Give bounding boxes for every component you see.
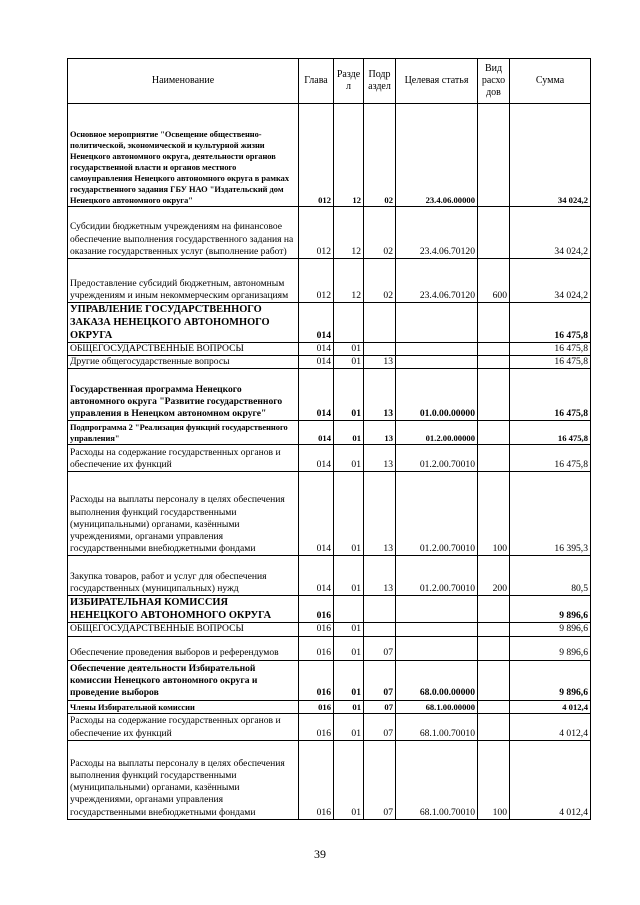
row-expense-type xyxy=(478,356,510,369)
row-section: 01 xyxy=(334,636,364,660)
row-subsection: 07 xyxy=(364,740,396,819)
row-expense-type xyxy=(478,421,510,445)
row-amount: 16 475,8 xyxy=(510,356,591,369)
row-amount: 34 024,2 xyxy=(510,207,591,259)
row-name: Государственная программа Ненецкого автономного округа "Развитие государственного управления в Ненецком автономном округе" xyxy=(68,369,299,421)
row-amount: 34 024,2 xyxy=(510,104,591,207)
row-target: 23.4.06.70120 xyxy=(396,259,478,303)
row-subsection: 13 xyxy=(364,556,396,596)
table-row xyxy=(68,369,591,421)
row-chapter: 014 xyxy=(299,343,334,356)
table-row xyxy=(68,445,591,472)
row-target: 68.1.00.70010 xyxy=(396,740,478,819)
table-row xyxy=(68,343,591,356)
table-row xyxy=(68,713,591,740)
budget-table xyxy=(67,58,591,820)
row-expense-type xyxy=(478,713,510,740)
header-subsection: Подр аздел xyxy=(364,59,396,104)
row-expense-type xyxy=(478,700,510,713)
row-subsection: 07 xyxy=(364,713,396,740)
row-amount: 9 896,6 xyxy=(510,623,591,636)
row-name: Члены Избирательной комиссии xyxy=(68,700,299,713)
row-target: 68.1.00.70010 xyxy=(396,713,478,740)
row-expense-type: 600 xyxy=(478,259,510,303)
row-name: Подпрограмма 2 "Реализация функций государственного управления" xyxy=(68,421,299,445)
table-row xyxy=(68,596,591,623)
row-name: Другие общегосударственные вопросы xyxy=(68,356,299,369)
table-row xyxy=(68,421,591,445)
header-section: Разде л xyxy=(334,59,364,104)
table-row xyxy=(68,556,591,596)
row-amount: 16 475,8 xyxy=(510,421,591,445)
row-expense-type xyxy=(478,303,510,343)
budget-table-container xyxy=(67,58,591,820)
row-expense-type xyxy=(478,623,510,636)
row-amount: 16 475,8 xyxy=(510,303,591,343)
row-target xyxy=(396,356,478,369)
row-name: Расходы на выплаты персоналу в целях обеспечения выполнения функций государственными (муниципальными) органами, казёнными учреждениями, органами управления государственными внебюджетными фондами xyxy=(68,740,299,819)
row-section: 01 xyxy=(334,700,364,713)
row-expense-type xyxy=(478,596,510,623)
table-row xyxy=(68,700,591,713)
row-amount: 9 896,6 xyxy=(510,636,591,660)
row-expense-type xyxy=(478,445,510,472)
row-subsection: 07 xyxy=(364,700,396,713)
header-expense-type: Вид расхо дов xyxy=(478,59,510,104)
row-target: 01.2.00.70010 xyxy=(396,556,478,596)
row-section: 01 xyxy=(334,445,364,472)
row-name: ИЗБИРАТЕЛЬНАЯ КОМИССИЯ НЕНЕЦКОГО АВТОНОМНОГО ОКРУГА xyxy=(68,596,299,623)
row-chapter: 012 xyxy=(299,104,334,207)
row-target: 01.2.00.00000 xyxy=(396,421,478,445)
row-amount: 4 012,4 xyxy=(510,740,591,819)
row-expense-type xyxy=(478,104,510,207)
header-name: Наименование xyxy=(68,59,299,104)
header-amount: Сумма xyxy=(510,59,591,104)
row-chapter: 016 xyxy=(299,740,334,819)
row-chapter: 016 xyxy=(299,623,334,636)
row-subsection: 02 xyxy=(364,104,396,207)
row-chapter: 016 xyxy=(299,636,334,660)
row-section: 01 xyxy=(334,356,364,369)
row-expense-type xyxy=(478,207,510,259)
table-row xyxy=(68,472,591,556)
row-subsection: 13 xyxy=(364,445,396,472)
row-chapter: 014 xyxy=(299,556,334,596)
row-expense-type xyxy=(478,369,510,421)
row-name: ОБЩЕГОСУДАРСТВЕННЫЕ ВОПРОСЫ xyxy=(68,623,299,636)
row-name: Предоставление субсидий бюджетным, автономным учреждениям и иным некоммерческим организациям xyxy=(68,259,299,303)
row-section: 12 xyxy=(334,104,364,207)
row-target xyxy=(396,636,478,660)
row-target xyxy=(396,303,478,343)
row-section: 01 xyxy=(334,713,364,740)
row-name: ОБЩЕГОСУДАРСТВЕННЫЕ ВОПРОСЫ xyxy=(68,343,299,356)
row-amount: 80,5 xyxy=(510,556,591,596)
row-section xyxy=(334,303,364,343)
row-amount: 4 012,4 xyxy=(510,700,591,713)
table-row xyxy=(68,104,591,207)
row-chapter: 014 xyxy=(299,303,334,343)
row-chapter: 016 xyxy=(299,713,334,740)
row-amount: 9 896,6 xyxy=(510,660,591,700)
row-amount: 16 475,8 xyxy=(510,369,591,421)
row-section: 01 xyxy=(334,421,364,445)
row-expense-type xyxy=(478,660,510,700)
row-name: Обеспечение деятельности Избирательной комиссии Ненецкого автономного округа и проведение выборов xyxy=(68,660,299,700)
row-target: 01.0.00.00000 xyxy=(396,369,478,421)
header-target: Целевая статья xyxy=(396,59,478,104)
row-target xyxy=(396,596,478,623)
row-chapter: 014 xyxy=(299,369,334,421)
table-row xyxy=(68,356,591,369)
row-subsection: 07 xyxy=(364,636,396,660)
row-amount: 16 475,8 xyxy=(510,343,591,356)
row-chapter: 014 xyxy=(299,356,334,369)
row-expense-type: 100 xyxy=(478,472,510,556)
table-row xyxy=(68,636,591,660)
row-amount: 4 012,4 xyxy=(510,713,591,740)
row-subsection: 13 xyxy=(364,421,396,445)
table-row xyxy=(68,623,591,636)
row-section: 01 xyxy=(334,623,364,636)
row-section: 01 xyxy=(334,556,364,596)
row-chapter: 014 xyxy=(299,472,334,556)
row-subsection xyxy=(364,303,396,343)
row-section: 01 xyxy=(334,660,364,700)
row-name: Расходы на содержание государственных органов и обеспечение их функций xyxy=(68,713,299,740)
row-expense-type: 200 xyxy=(478,556,510,596)
row-chapter: 016 xyxy=(299,660,334,700)
row-section xyxy=(334,596,364,623)
row-subsection: 02 xyxy=(364,259,396,303)
row-target: 01.2.00.70010 xyxy=(396,472,478,556)
row-subsection: 13 xyxy=(364,356,396,369)
row-target: 23.4.06.70120 xyxy=(396,207,478,259)
row-expense-type xyxy=(478,343,510,356)
row-expense-type xyxy=(478,636,510,660)
row-section: 01 xyxy=(334,369,364,421)
row-section: 01 xyxy=(334,472,364,556)
row-amount: 9 896,6 xyxy=(510,596,591,623)
row-name: Расходы на выплаты персоналу в целях обеспечения выполнения функций государственными (муниципальными) органами, казёнными учреждениями, органами управления государственными внебюджетными фондами xyxy=(68,472,299,556)
row-name: Расходы на содержание государственных органов и обеспечение их функций xyxy=(68,445,299,472)
table-row xyxy=(68,660,591,700)
row-name: Основное мероприятие "Освещение общественно-политической, экономической и культурной жизни Ненецкого автономного округа, деятельности органов государственной власти и органов местного самоуправления Ненецкого автономного округа в рамках государственного задания ГБУ НАО "Издательский дом Ненецкого автономного округа" xyxy=(68,104,299,207)
row-subsection xyxy=(364,596,396,623)
row-target: 68.1.00.00000 xyxy=(396,700,478,713)
row-amount: 16 475,8 xyxy=(510,445,591,472)
table-header-row xyxy=(68,59,591,104)
row-section: 12 xyxy=(334,207,364,259)
header-chapter: Глава xyxy=(299,59,334,104)
row-subsection: 13 xyxy=(364,369,396,421)
table-row xyxy=(68,303,591,343)
row-subsection: 13 xyxy=(364,472,396,556)
row-chapter: 012 xyxy=(299,259,334,303)
row-chapter: 014 xyxy=(299,421,334,445)
row-target: 01.2.00.70010 xyxy=(396,445,478,472)
row-name: УПРАВЛЕНИЕ ГОСУДАРСТВЕННОГО ЗАКАЗА НЕНЕЦКОГО АВТОНОМНОГО ОКРУГА xyxy=(68,303,299,343)
row-subsection: 02 xyxy=(364,207,396,259)
row-chapter: 012 xyxy=(299,207,334,259)
row-chapter: 014 xyxy=(299,445,334,472)
row-name: Обеспечение проведения выборов и референдумов xyxy=(68,636,299,660)
row-section: 01 xyxy=(334,343,364,356)
row-target xyxy=(396,623,478,636)
row-target: 23.4.06.00000 xyxy=(396,104,478,207)
row-subsection xyxy=(364,343,396,356)
row-amount: 16 395,3 xyxy=(510,472,591,556)
row-expense-type: 100 xyxy=(478,740,510,819)
row-amount: 34 024,2 xyxy=(510,259,591,303)
row-target: 68.0.00.00000 xyxy=(396,660,478,700)
row-subsection: 07 xyxy=(364,660,396,700)
row-chapter: 016 xyxy=(299,700,334,713)
table-row xyxy=(68,740,591,819)
page-number: 39 xyxy=(314,847,326,861)
row-name: Закупка товаров, работ и услуг для обеспечения государственных (муниципальных) нужд xyxy=(68,556,299,596)
table-row xyxy=(68,207,591,259)
row-target xyxy=(396,343,478,356)
row-section: 01 xyxy=(334,740,364,819)
row-name: Субсидии бюджетным учреждениям на финансовое обеспечение выполнения государственного задания на оказание государственных услуг (выполнение работ) xyxy=(68,207,299,259)
row-chapter: 016 xyxy=(299,596,334,623)
row-subsection xyxy=(364,623,396,636)
table-row xyxy=(68,259,591,303)
row-section: 12 xyxy=(334,259,364,303)
